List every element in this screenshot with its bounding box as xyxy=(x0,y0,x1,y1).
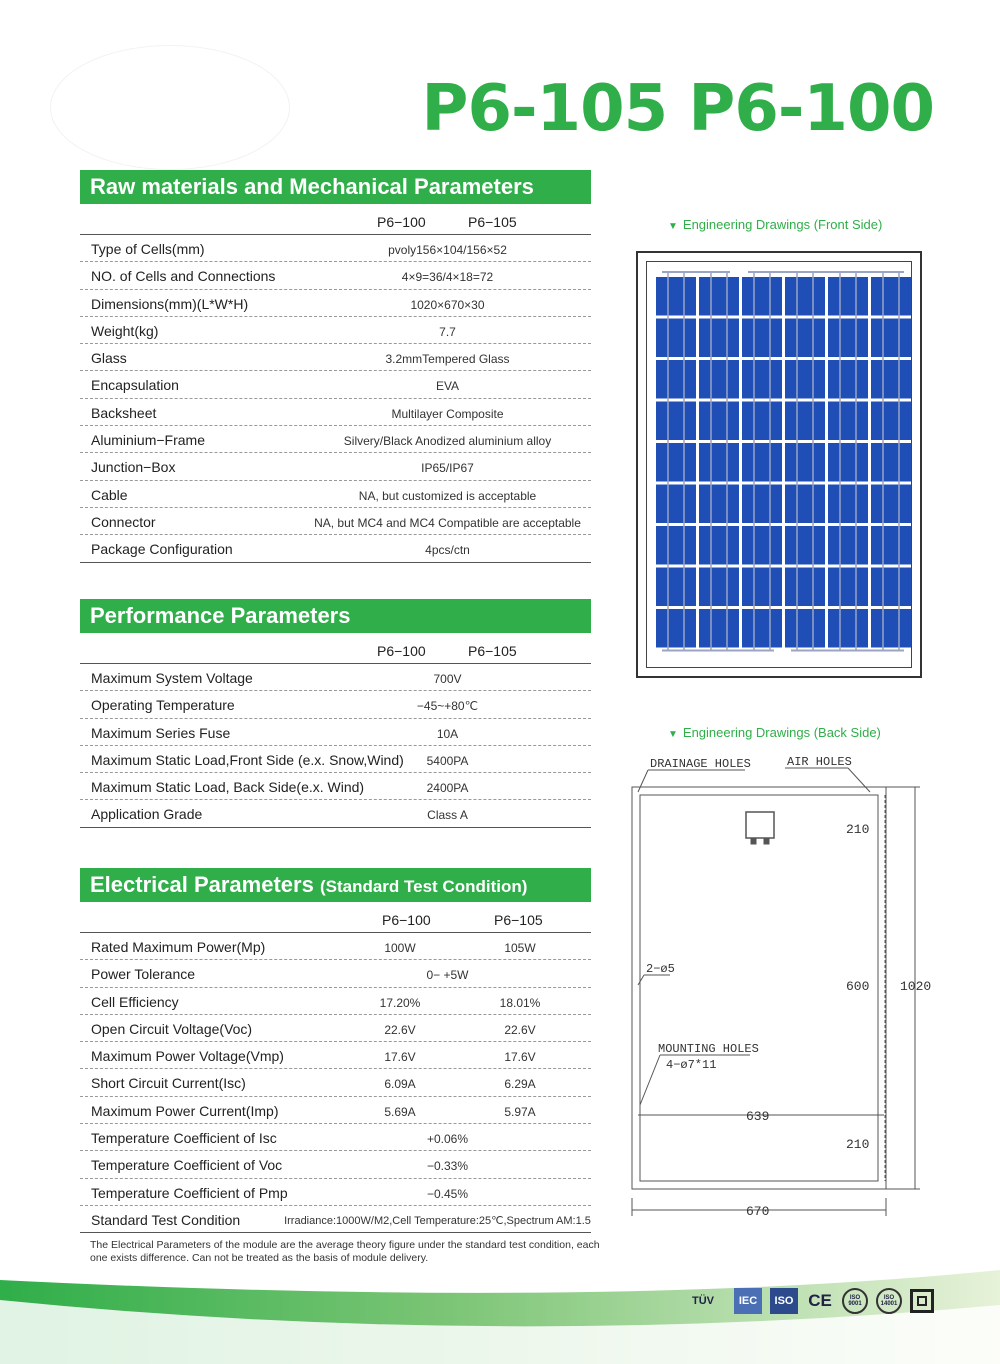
row-label: Type of Cells(mm) xyxy=(91,241,205,257)
solar-cell xyxy=(785,485,825,524)
table-row xyxy=(80,1015,591,1042)
solar-cell xyxy=(785,568,825,607)
row-label: Weight(kg) xyxy=(91,322,159,339)
col-p6-100: P6−100 xyxy=(377,643,426,659)
solar-cell xyxy=(656,609,696,648)
solar-cell xyxy=(871,402,911,441)
row-label: Temperature Coefficient of Isc xyxy=(91,1130,277,1147)
solar-cell xyxy=(699,402,739,441)
row-value: +0.06% xyxy=(426,1132,469,1147)
table-row xyxy=(80,235,591,262)
dim-600: 600 xyxy=(846,979,870,994)
row-value: NA, but MC4 and MC4 Compatible are acceptable xyxy=(314,515,581,530)
row-label: Package Configuration xyxy=(91,541,233,558)
row-label: Standard Test Condition xyxy=(91,1211,241,1228)
solar-cell xyxy=(828,609,868,648)
row-value: IP65/IP67 xyxy=(421,461,474,476)
table-row xyxy=(80,1206,591,1233)
table-row xyxy=(80,1151,591,1178)
table-row xyxy=(80,371,591,398)
col-p6-100: P6−100 xyxy=(377,214,426,230)
row-value: 3.2mmTempered Glass xyxy=(385,352,510,367)
solar-cell xyxy=(785,526,825,565)
row-label: Operating Temperature xyxy=(91,697,235,714)
dim-639: 639 xyxy=(746,1109,770,1124)
solar-cell xyxy=(699,485,739,524)
mechanical-col-head xyxy=(80,204,591,235)
ce-logo: CE xyxy=(808,1291,832,1310)
solar-cell xyxy=(871,526,911,565)
solar-cell xyxy=(656,526,696,565)
back-panel-drawing xyxy=(620,750,940,1225)
row-value: 10A xyxy=(436,726,459,741)
row-label: Temperature Coefficient of Voc xyxy=(91,1157,283,1174)
solar-cell xyxy=(828,485,868,524)
row-value: EVA xyxy=(435,379,460,394)
table-row xyxy=(80,1124,591,1151)
table-row xyxy=(80,426,591,453)
air-label: AIR HOLES xyxy=(787,755,852,769)
row-label: Temperature Coefficient of Pmp xyxy=(91,1184,288,1201)
mechanical-heading: Raw materials and Mechanical Parameters xyxy=(80,170,591,204)
row-label: Backsheet xyxy=(91,404,157,421)
electrical-heading-sub: (Standard Test Condition) xyxy=(319,877,528,896)
solar-cell xyxy=(656,568,696,607)
solar-cell xyxy=(828,526,868,565)
row-label: Short Circuit Current(Isc) xyxy=(91,1075,246,1092)
row-value: Class A xyxy=(427,808,468,823)
solar-cell xyxy=(871,319,911,358)
row-value: 5400PA xyxy=(426,753,469,768)
table-row xyxy=(80,933,591,960)
mounting-spec: 4−ø7*11 xyxy=(666,1058,717,1072)
row-label: Maximum Power Voltage(Vmp) xyxy=(91,1048,284,1065)
electrical-col-head xyxy=(80,902,591,933)
col-p6-105: P6−105 xyxy=(468,643,517,659)
solar-cell xyxy=(699,319,739,358)
table-row xyxy=(80,1179,591,1206)
iso-logo: ISO xyxy=(770,1288,798,1314)
solar-cell xyxy=(742,319,782,358)
row-label: Maximum Static Load, Back Side(e.x. Wind) xyxy=(91,779,365,796)
row-value-p6-105: 17.6V xyxy=(504,1050,536,1065)
solar-cell xyxy=(871,485,911,524)
holes-small-label: 2−ø5 xyxy=(646,962,675,976)
table-row xyxy=(80,664,591,691)
row-label: Aluminium−Frame xyxy=(91,432,205,449)
solar-cell xyxy=(699,609,739,648)
table-row xyxy=(80,399,591,426)
solar-cell xyxy=(656,277,696,316)
solar-cell xyxy=(742,485,782,524)
solar-cell xyxy=(828,360,868,399)
row-label: NO. of Cells and Connections xyxy=(91,268,276,285)
solar-cell xyxy=(828,277,868,316)
front-drawing-label xyxy=(668,217,882,232)
mechanical-section xyxy=(80,170,591,563)
col-p6-105: P6−105 xyxy=(494,912,543,928)
solar-cell xyxy=(699,526,739,565)
row-label: Connector xyxy=(91,513,156,530)
front-drawing-label-text: Engineering Drawings (Front Side) xyxy=(682,217,883,232)
solar-cell xyxy=(871,277,911,316)
iec-logo: IEC xyxy=(734,1288,762,1314)
solar-cell xyxy=(871,443,911,482)
table-row xyxy=(80,535,591,562)
row-label: Rated Maximum Power(Mp) xyxy=(91,939,266,955)
row-value: NA, but customized is acceptable xyxy=(358,488,537,503)
iso14001-logo: ISO 14001 xyxy=(876,1288,902,1314)
solar-cell xyxy=(828,568,868,607)
row-value: 0− +5W xyxy=(426,968,469,983)
row-label: Maximum Power Current(Imp) xyxy=(91,1102,279,1119)
table-row xyxy=(80,988,591,1015)
row-value-p6-100: 17.6V xyxy=(384,1050,416,1065)
solar-cell xyxy=(656,402,696,441)
row-value-p6-100: 17.20% xyxy=(379,995,421,1010)
row-label: Maximum Series Fuse xyxy=(91,724,231,741)
row-label: Cell Efficiency xyxy=(91,993,179,1010)
table-row xyxy=(80,746,591,773)
row-value: 700V xyxy=(433,672,462,686)
row-label: Application Grade xyxy=(91,806,203,823)
solar-cell xyxy=(656,360,696,399)
mounting-label: MOUNTING HOLES xyxy=(658,1042,759,1056)
cert-logos xyxy=(680,1286,934,1316)
solar-cell xyxy=(699,277,739,316)
row-label: Dimensions(mm)(L*W*H) xyxy=(91,295,249,312)
row-value: 7.7 xyxy=(439,324,456,339)
table-row xyxy=(80,719,591,746)
solar-cell xyxy=(828,443,868,482)
solar-cell xyxy=(785,402,825,441)
row-label: Maximum System Voltage xyxy=(91,670,253,686)
dim-210-top: 210 xyxy=(846,822,870,837)
footnote: The Electrical Parameters of the module are the average theory figure under the standard test condition, each one exists difference. Can not be treated as the basis of module delivery. xyxy=(90,1239,600,1264)
square-mark-logo xyxy=(910,1289,934,1313)
solar-cell xyxy=(742,568,782,607)
row-value-p6-105: 5.97A xyxy=(504,1104,536,1119)
decorative-oval xyxy=(50,45,290,170)
solar-cell xyxy=(699,443,739,482)
solar-cell xyxy=(742,277,782,316)
table-row xyxy=(80,691,591,718)
solar-cell xyxy=(699,568,739,607)
solar-cell xyxy=(871,609,911,648)
row-value: 4pcs/ctn xyxy=(425,543,470,558)
row-value: Silvery/Black Anodized aluminium alloy xyxy=(343,434,552,449)
row-value: −0.45% xyxy=(426,1186,469,1201)
electrical-heading xyxy=(80,868,591,902)
row-value: 1020×670×30 xyxy=(410,297,485,312)
row-label: Cable xyxy=(91,486,128,503)
col-p6-100: P6−100 xyxy=(382,912,431,928)
row-label: Power Tolerance xyxy=(91,966,196,983)
row-label: Glass xyxy=(91,350,127,367)
row-value: Multilayer Composite xyxy=(391,406,504,421)
back-drawing-label-text: Engineering Drawings (Back Side) xyxy=(682,725,881,740)
table-row xyxy=(80,1069,591,1096)
row-label: Open Circuit Voltage(Voc) xyxy=(91,1020,253,1037)
solar-cell xyxy=(871,568,911,607)
table-row xyxy=(80,1042,591,1069)
table-row xyxy=(80,481,591,508)
front-panel-drawing xyxy=(636,251,922,678)
row-label: Junction−Box xyxy=(91,459,176,476)
table-row xyxy=(80,1097,591,1124)
solar-cell xyxy=(656,485,696,524)
solar-cell xyxy=(742,609,782,648)
solar-cell xyxy=(828,402,868,441)
tuv-logo: TÜV xyxy=(692,1295,714,1307)
row-value-p6-105: 22.6V xyxy=(504,1022,536,1037)
front-panel-cells xyxy=(636,251,922,678)
row-value: pvoly156×104/156×52 xyxy=(388,243,507,257)
solar-cell xyxy=(742,402,782,441)
row-value-p6-105: 6.29A xyxy=(504,1077,536,1092)
triangle-icon: ▼ xyxy=(668,729,678,740)
row-value: 4×9=36/4×18=72 xyxy=(401,270,494,285)
solar-cell xyxy=(742,526,782,565)
drainage-label: DRAINAGE HOLES xyxy=(650,757,751,771)
row-label: Encapsulation xyxy=(91,377,179,394)
performance-heading: Performance Parameters xyxy=(80,599,591,633)
solar-cell xyxy=(785,277,825,316)
triangle-icon: ▼ xyxy=(668,221,678,232)
table-row xyxy=(80,290,591,317)
row-label: Maximum Static Load,Front Side (e.x. Snow,Wind) xyxy=(91,751,404,768)
table-row xyxy=(80,800,591,827)
solar-cell xyxy=(785,360,825,399)
table-row xyxy=(80,773,591,800)
solar-cell xyxy=(785,609,825,648)
row-value: −45~+80℃ xyxy=(416,699,479,714)
col-p6-105: P6−105 xyxy=(468,214,517,230)
performance-section xyxy=(80,599,591,828)
dim-670: 670 xyxy=(746,1204,770,1219)
row-value: 2400PA xyxy=(426,781,469,796)
row-value-p6-105: 18.01% xyxy=(499,995,541,1010)
row-value-p6-100: 5.69A xyxy=(384,1104,416,1119)
page-title: P6-105 P6-100 xyxy=(421,72,934,146)
solar-cell xyxy=(699,360,739,399)
solar-cell xyxy=(871,360,911,399)
solar-cell xyxy=(828,319,868,358)
electrical-section xyxy=(80,868,591,1233)
performance-col-head xyxy=(80,633,591,664)
table-row xyxy=(80,508,591,535)
dim-210-bottom: 210 xyxy=(846,1137,870,1152)
back-drawing-label xyxy=(668,725,881,740)
table-row xyxy=(80,960,591,987)
row-value-p6-100: 100W xyxy=(384,941,416,955)
solar-cell xyxy=(785,319,825,358)
row-value-p6-100: 22.6V xyxy=(384,1022,416,1037)
solar-cell xyxy=(656,443,696,482)
dim-1020: 1020 xyxy=(900,979,932,994)
row-value-p6-100: 6.09A xyxy=(384,1077,416,1092)
footer-band xyxy=(0,1270,1000,1364)
row-value-p6-105: 105W xyxy=(504,941,536,955)
electrical-heading-main: Electrical Parameters xyxy=(90,872,314,897)
solar-cell xyxy=(742,360,782,399)
solar-cell xyxy=(742,443,782,482)
table-row xyxy=(80,453,591,480)
solar-cell xyxy=(656,319,696,358)
table-row xyxy=(80,344,591,371)
solar-cell xyxy=(785,443,825,482)
row-value: Irradiance:1000W/M2,Cell Temperature:25℃,Spectrum AM:1.5 xyxy=(284,1214,591,1227)
table-row xyxy=(80,262,591,289)
row-value: −0.33% xyxy=(426,1159,469,1174)
table-row xyxy=(80,317,591,344)
iso9001-logo: ISO 9001 xyxy=(842,1288,868,1314)
